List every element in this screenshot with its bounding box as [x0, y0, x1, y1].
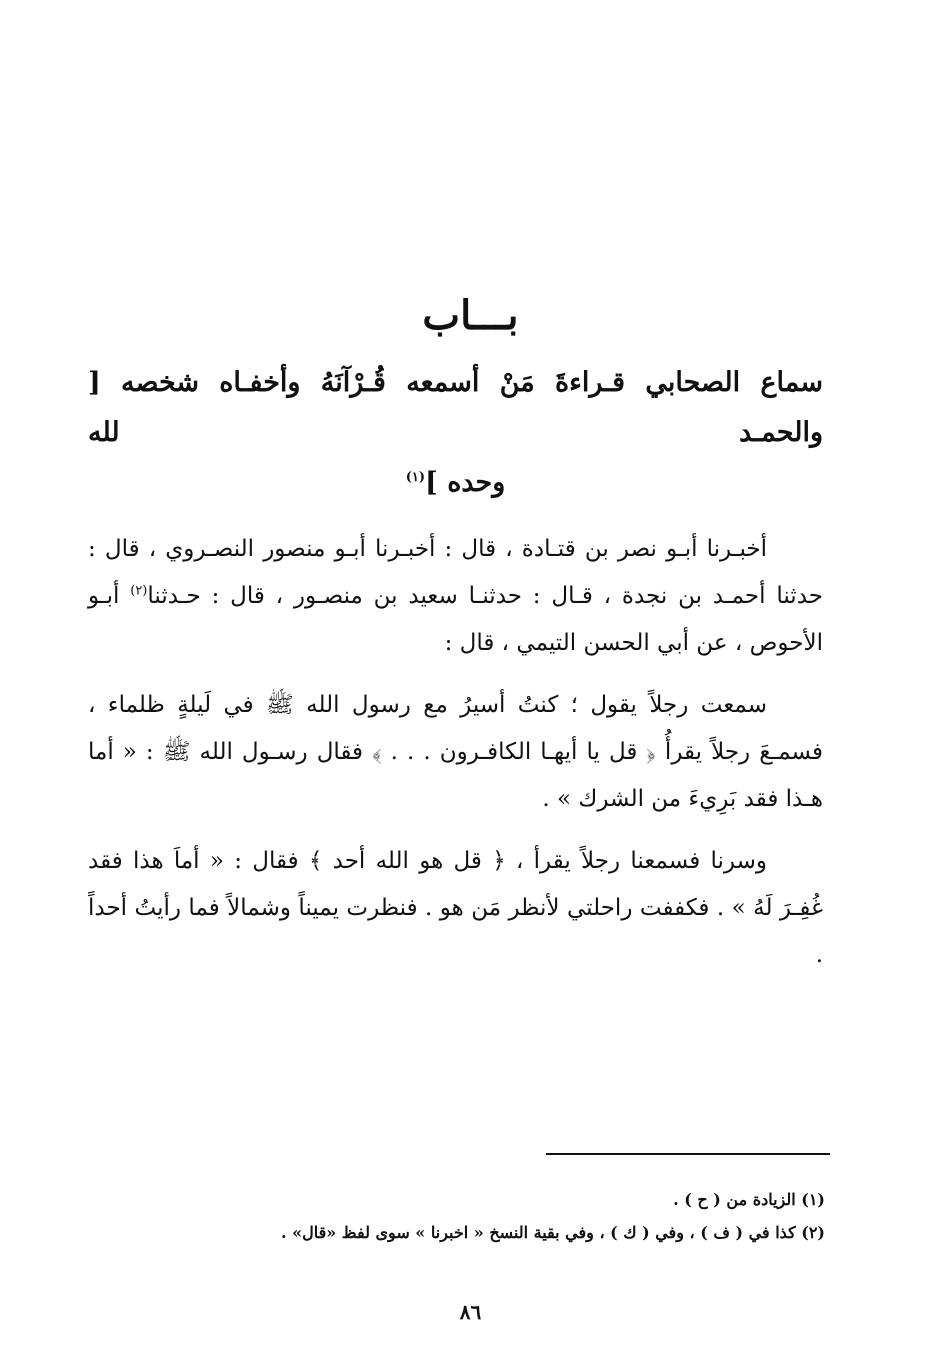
isnad-line-1: أخبـرنا أبـو نصر بن قتـادة ، قال : أخبـرنا أبـو منصور النصـروي ، قال : — [88, 536, 767, 562]
chapter-title-line-2 — [88, 458, 823, 508]
section-heading: بـــاب — [422, 292, 519, 339]
footnote-1: (١) الزيادة من ( ح ) . — [673, 1190, 825, 1209]
chapter-title-line-1: سماع الصحابي قـراءةَ مَنْ أسمعه قُـرْآنَهُ وأخفـاه شخصه [ والحمـد لله — [88, 367, 823, 448]
isnad-line-2-tail: أبـو — [88, 583, 131, 609]
matn-2-line-1: وسرنا فسمعنا رجلاً يقرأ ، ﴿ قل هو الله أحد ﴾ فقال : « أماَ هذا فقد غُفِـرَ — [88, 848, 824, 921]
footnote-ref-2: (٢) — [130, 583, 148, 599]
footnote-ref-1: (١) — [405, 470, 426, 485]
matn-1-line-1: سمعت رجلاً يقول ؛ كنتُ أسيرُ مع رسول الله ﷺ في لَيلةٍ ظلماء ، فسمـعَ — [88, 692, 824, 765]
matn-1-line-2: رجلاً يقرأُ ﴿ قل يا أيهـا الكافـرون . . . ﴾ فقال رسـول الله ﷺ : « أما هـذا فقد — [88, 739, 823, 812]
matn-paragraph-1 — [88, 682, 823, 823]
page-number: ٨٦ — [459, 1300, 482, 1324]
isnad-line-2: حدثنا أحمـد بن نجدة ، قـال : حدثنـا سعيد بن منصـور ، قال : حـدثنا — [147, 583, 823, 609]
chapter-title — [88, 358, 823, 508]
footnotes — [120, 1183, 825, 1249]
footnote-2: (٢) كذا في ( ف ) ، وفي ( ك ) ، وفي بقية النسخ « اخبرنا » سوى لفظ «قال» . — [280, 1223, 825, 1242]
isnad-line-3: الأحوص ، عن أبي الحسن التيمي ، قال : — [444, 630, 823, 656]
body-text — [88, 526, 823, 994]
footnote-separator — [546, 1153, 830, 1155]
isnad-paragraph — [88, 526, 823, 667]
matn-1-line-3: بَرِيءَ من الشرك » . — [542, 786, 737, 812]
matn-paragraph-2 — [88, 838, 823, 979]
chapter-title-line-2-text: وحده ] — [425, 467, 506, 498]
matn-2-line-2: لَهُ » . فكففت راحلتي لأنظر مَن هو . فنظرت يميناً وشمالاً فما رأيتُ أحداً . — [88, 895, 823, 968]
